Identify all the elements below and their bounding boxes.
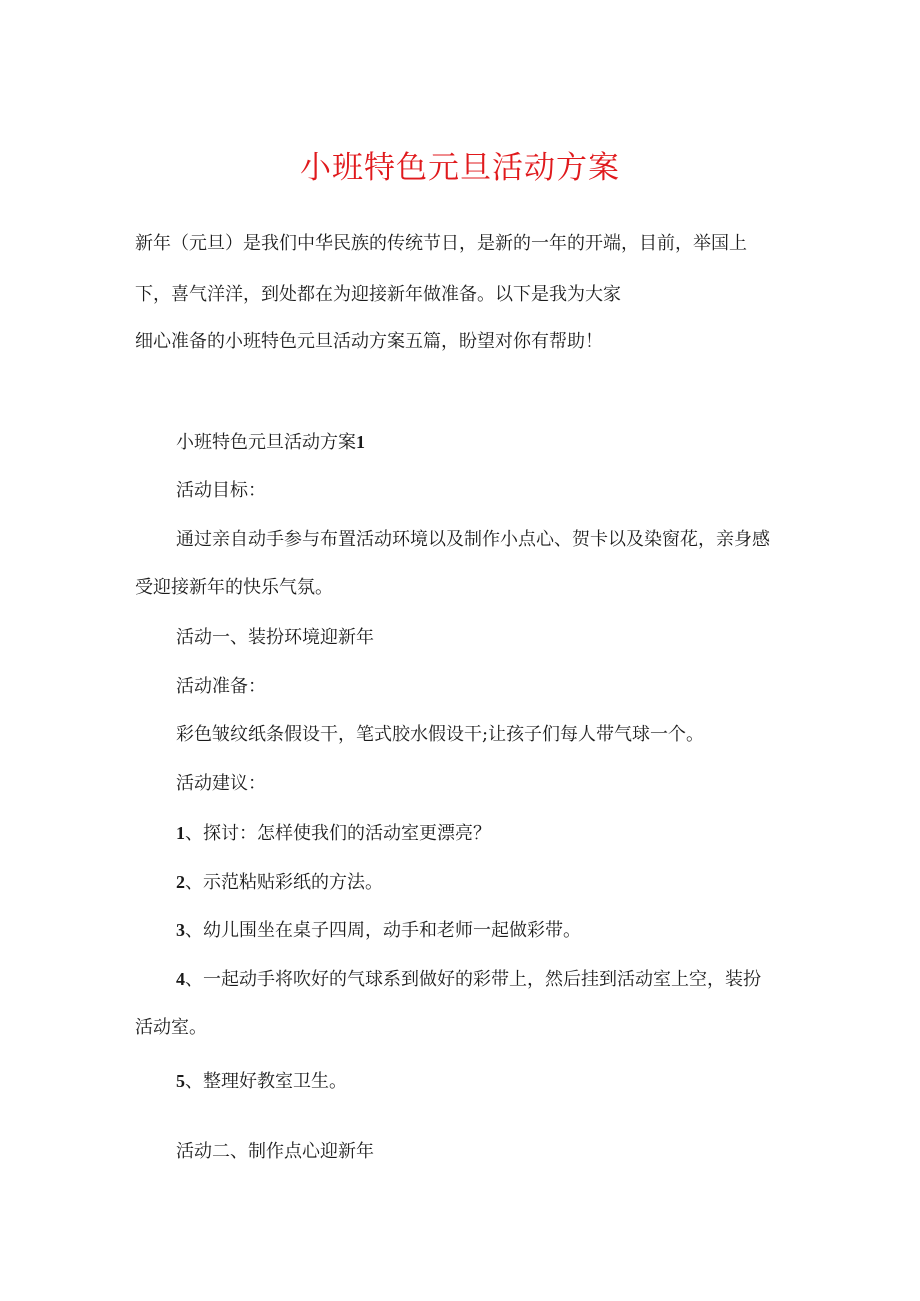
step-item: [176, 967, 761, 992]
step-number: 5: [176, 1071, 185, 1091]
goal-label: 活动目标：: [176, 480, 266, 501]
section-heading-text: 小班特色元旦活动方案: [176, 432, 356, 453]
step-item-continuation: [135, 1016, 207, 1040]
step-number: 4: [176, 969, 185, 989]
intro-line-3: 细心准备的小班特色元旦活动方案五篇，盼望对你有帮助！: [135, 331, 603, 352]
step-text: 、幼儿围坐在桌子四周，动手和老师一起做彩带。: [185, 920, 581, 941]
step-item: [176, 870, 383, 895]
step-text: 、一起动手将吹好的气球系到做好的彩带上，然后挂到活动室上空，装扮: [185, 969, 761, 990]
intro-line-2: 下，喜气洋洋，到处都在为迎接新年做准备。以下是我为大家: [135, 284, 621, 305]
goal-line-2: 受迎接新年的快乐气氛。: [135, 577, 333, 598]
prep-text: 彩色皱纹纸条假设干，笔式胶水假设干;让孩子们每人带气球一个。: [176, 724, 705, 745]
step-text: 、示范粘贴彩纸的方法。: [185, 872, 383, 893]
step-text: 、整理好教室卫生。: [185, 1071, 347, 1092]
section-heading-number: 1: [356, 432, 365, 452]
step-item: [176, 1069, 347, 1094]
step-number: 2: [176, 872, 185, 892]
step-number: 3: [176, 920, 185, 940]
document-title: 小班特色元旦活动方案: [300, 150, 620, 186]
step-text: 、探讨：怎样使我们的活动室更漂亮？: [185, 823, 491, 844]
step-item: [176, 918, 581, 943]
section-heading: [176, 430, 365, 455]
goal-line-1: 通过亲自动手参与布置活动环境以及制作小点心、贺卡以及染窗花，亲身感: [176, 529, 770, 550]
activity-two-title: 活动二、制作点心迎新年: [176, 1141, 374, 1162]
suggest-label: 活动建议：: [176, 773, 266, 794]
prep-label: 活动准备：: [176, 676, 266, 697]
activity-one-title: 活动一、装扮环境迎新年: [176, 627, 374, 648]
intro-line-1: 新年（元旦）是我们中华民族的传统节日，是新的一年的开端，目前，举国上: [135, 233, 747, 254]
step-number: 1: [176, 823, 185, 843]
step-item: [176, 821, 491, 846]
step-text: 活动室。: [135, 1017, 207, 1038]
